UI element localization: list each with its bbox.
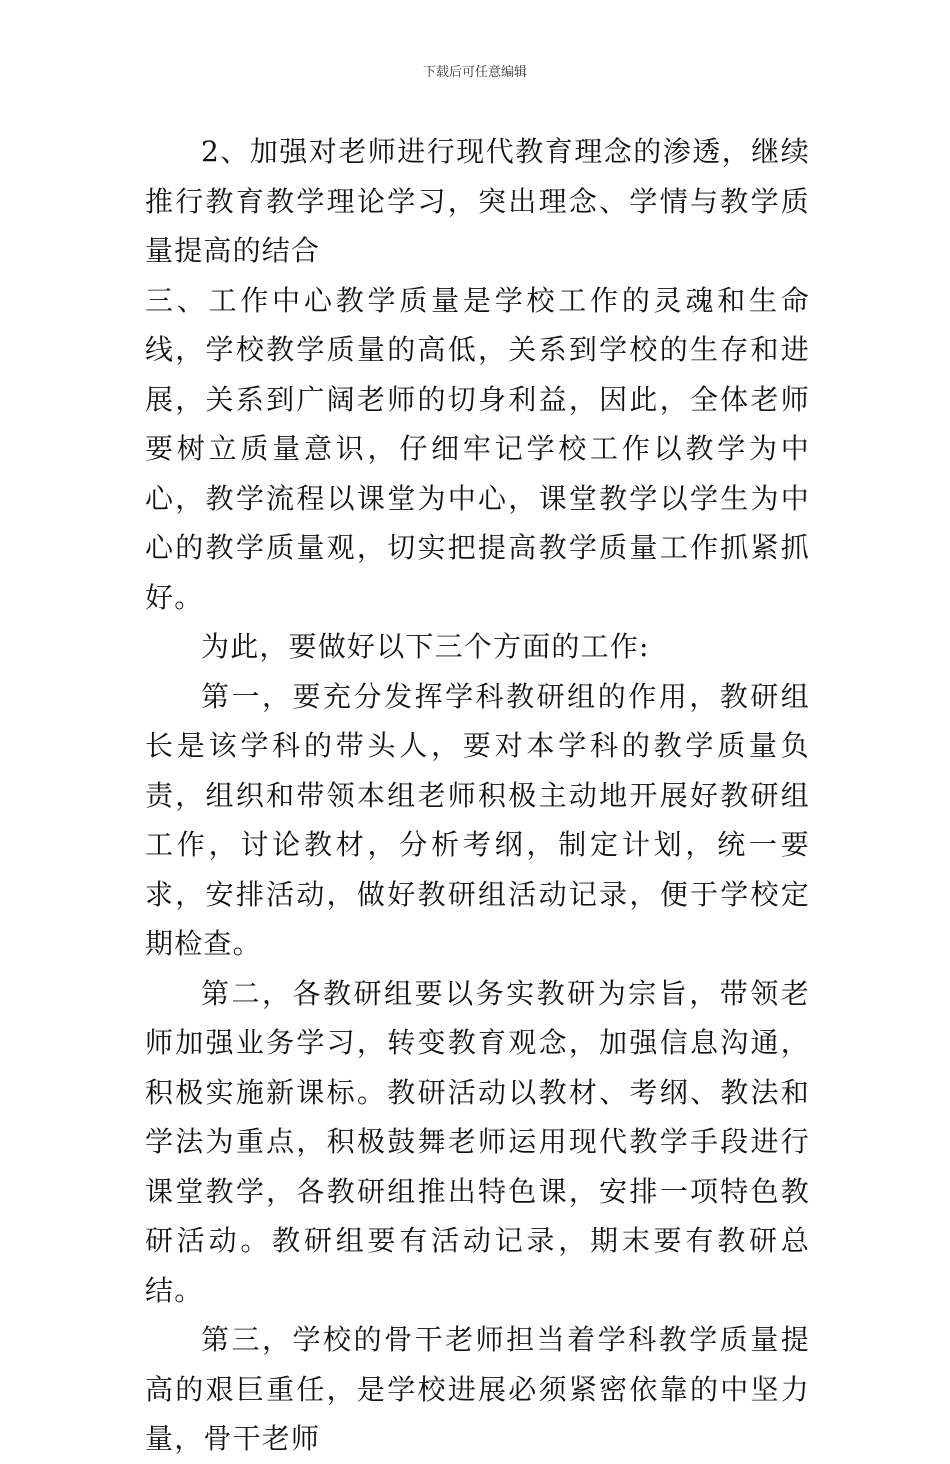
paragraph-third-aspect: 第三，学校的骨干老师担当着学科教学质量提高的艰巨重任，是学校进展必须紧密依靠的中坚力量，骨干老师 [145, 1323, 810, 1455]
paragraph-three-aspects-intro: 为此，要做好以下三个方面的工作: [201, 630, 650, 663]
document-body [145, 127, 810, 1464]
paragraph-first-aspect: 第一，要充分发挥学科教研组的作用，教研组长是该学科的带头人，要对本学科的教学质量负责，组织和带领本组老师积极主动地开展好教研组工作，讨论教材，分析考纲，制定计划，统一要求，安排活动，做好教研组活动记录，便于学校定期检查。 [145, 679, 810, 960]
paragraph-teacher-education: 2、加强对老师进行现代教育理念的渗透，继续推行教育教学理论学习，突出理念、学情与教学质量提高的结合 [145, 135, 810, 267]
paragraph-second-aspect: 第二，各教研组要以务实教研为宗旨，带领老师加强业务学习，转变教育观念，加强信息沟通，积极实施新课标。教研活动以教材、考纲、教法和学法为重点，积极鼓舞老师运用现代教学手段进行课堂教学，各教研组推出特色课，安排一项特色教研活动。教研组要有活动记录，期末要有教研总结。 [145, 976, 810, 1307]
paragraph-work-center: 三、工作中心教学质量是学校工作的灵魂和生命线，学校教学质量的高低，关系到学校的生存和进展，关系到广阔老师的切身利益，因此，全体老师要树立质量意识，仔细牢记学校工作以教学为中心，教学流程以课堂为中心，课堂教学以学生为中心的教学质量观，切实把提高教学质量工作抓紧抓好。 [145, 283, 810, 614]
page-header: 下载后可任意编辑 [422, 65, 527, 80]
